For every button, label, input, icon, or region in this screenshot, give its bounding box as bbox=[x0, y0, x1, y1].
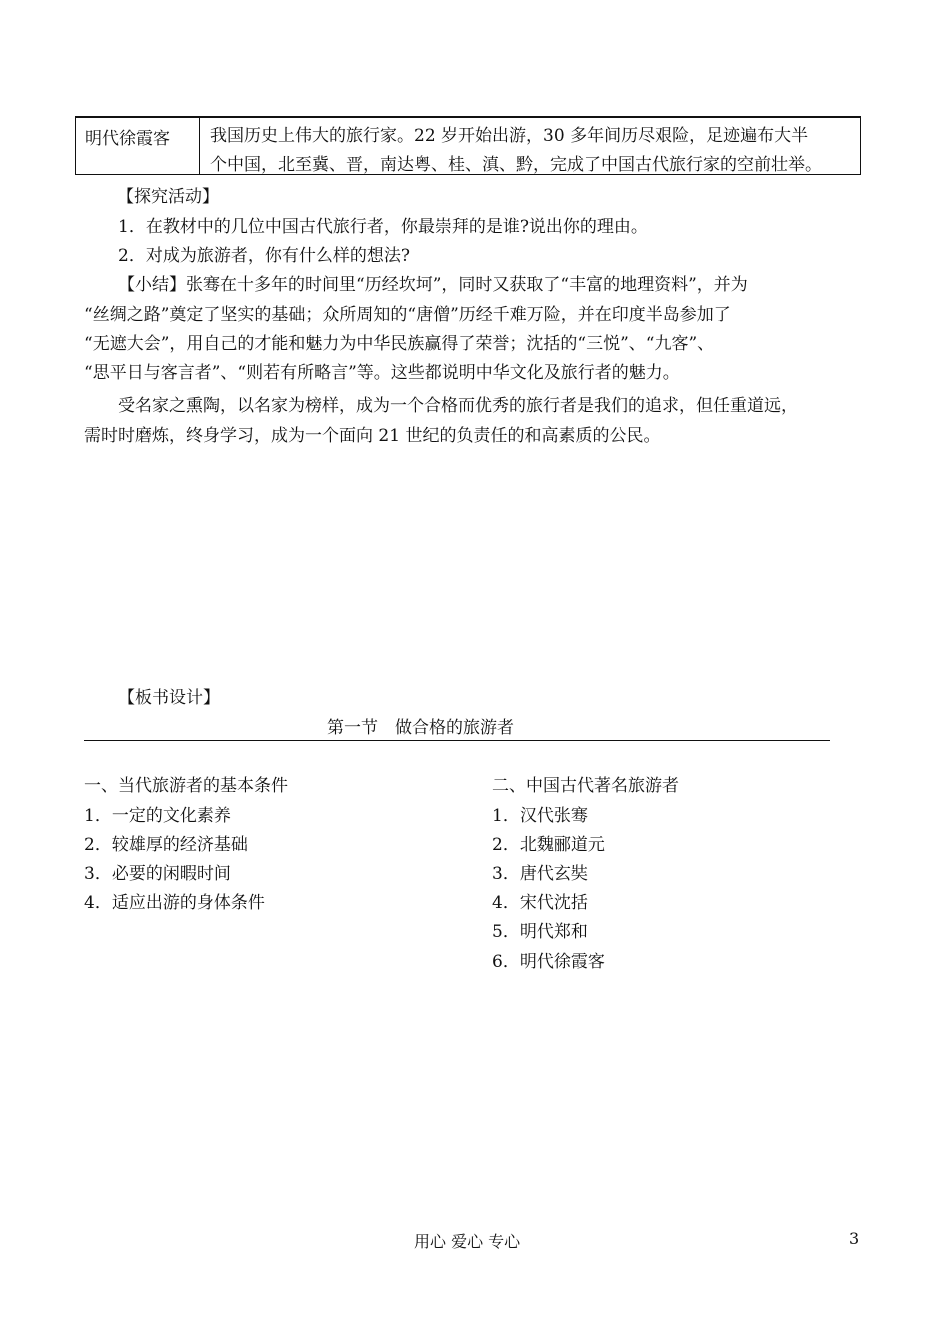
activity-heading: 【探究活动】 bbox=[117, 187, 219, 207]
board-left-item: 4．适应出游的身体条件 bbox=[84, 893, 265, 913]
board-left-item: 1．一定的文化素养 bbox=[84, 806, 231, 826]
board-right-heading: 二、中国古代著名旅游者 bbox=[492, 776, 679, 796]
table-name-cell bbox=[76, 118, 200, 174]
board-right-item: 3．唐代玄奘 bbox=[492, 864, 588, 884]
summary-para-line: 受名家之熏陶，以名家为榜样，成为一个合格而优秀的旅行者是我们的追求，但任重道远， bbox=[118, 396, 798, 416]
table-desc-cell bbox=[210, 122, 854, 180]
board-left-heading: 一、当代旅游者的基本条件 bbox=[84, 776, 288, 796]
board-heading: 【板书设计】 bbox=[118, 688, 220, 708]
board-right-item: 6．明代徐霞客 bbox=[492, 952, 605, 972]
board-right-item: 5．明代郑和 bbox=[492, 922, 588, 942]
board-right-item: 2．北魏郦道元 bbox=[492, 835, 605, 855]
board-right-item: 4．宋代沈括 bbox=[492, 893, 588, 913]
table-desc-line: 我国历史上伟大的旅行家。22 岁开始出游，30 多年间历尽艰险，足迹遍布大半 bbox=[210, 126, 809, 146]
summary-line: “思平日与客言者”、“则若有所略言”等。这些都说明中华文化及旅行者的魅力。 bbox=[84, 363, 680, 383]
page-number: 3 bbox=[849, 1229, 860, 1248]
footer-motto: 用心 爱心 专心 bbox=[414, 1232, 521, 1251]
activity-item: 2．对成为旅游者，你有什么样的想法? bbox=[118, 246, 410, 266]
board-divider bbox=[84, 740, 830, 741]
summary-line: “丝绸之路”奠定了坚实的基础；众所周知的“唐僧”历经千难万险，并在印度半岛参加了 bbox=[84, 305, 731, 325]
board-title: 第一节 做合格的旅游者 bbox=[327, 718, 514, 738]
table-name: 明代徐霞客 bbox=[85, 129, 170, 149]
board-left-item: 2．较雄厚的经济基础 bbox=[84, 835, 248, 855]
summary-line: “无遮大会”，用自己的才能和魅力为中华民族赢得了荣誉；沈括的“三悦”、“九客”、 bbox=[84, 334, 715, 354]
board-right-item: 1．汉代张骞 bbox=[492, 806, 588, 826]
summary-line: 【小结】张骞在十多年的时间里“历经坎坷”，同时又获取了“丰富的地理资料”，并为 bbox=[118, 275, 748, 295]
activity-item: 1．在教材中的几位中国古代旅行者，你最崇拜的是谁?说出你的理由。 bbox=[118, 217, 648, 237]
info-table bbox=[75, 116, 861, 175]
table-desc-line: 个中国，北至冀、晋，南达粤、桂、滇、黔，完成了中国古代旅行家的空前壮举。 bbox=[210, 155, 822, 175]
board-left-item: 3．必要的闲暇时间 bbox=[84, 864, 231, 884]
summary-para-line: 需时时磨炼，终身学习，成为一个面向 21 世纪的负责任的和高素质的公民。 bbox=[84, 426, 661, 446]
